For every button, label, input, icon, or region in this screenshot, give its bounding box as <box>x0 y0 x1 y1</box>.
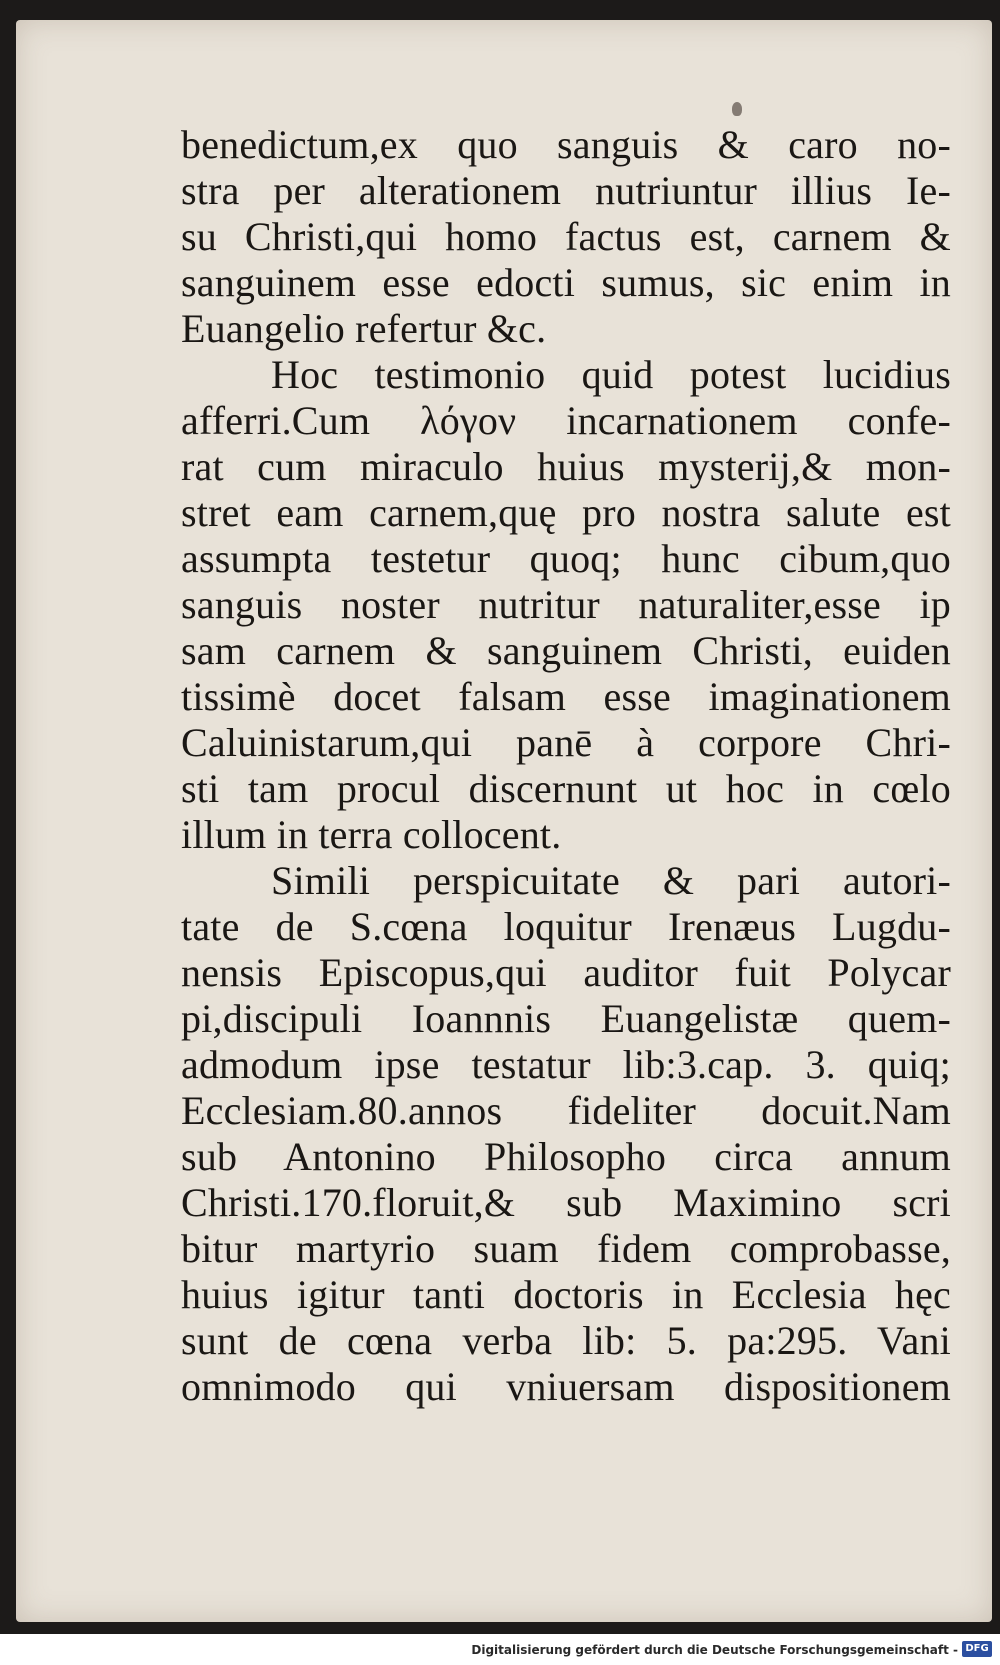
text-line: tissimè docet falsam esse imaginationem <box>181 674 951 719</box>
text-line: rat cum miraculo huius mysterij,& mon- <box>181 444 951 489</box>
text-line: Simili perspicuitate & pari autori- <box>271 858 951 903</box>
text-line: nensis Episcopus,qui auditor fuit Polycar <box>181 950 951 995</box>
text-line: Hoc testimonio quid potest lucidius <box>271 352 951 397</box>
text-line: benedictum,ex quo sanguis & caro no- <box>181 122 951 167</box>
text-line: su Christi,qui homo factus est, carnem & <box>181 214 951 259</box>
text-line: tate de S.cœna loquitur Irenæus Lugdu- <box>181 904 951 949</box>
text-line: assumpta testetur quoq; hunc cibum,quo <box>181 536 951 581</box>
text-line: sunt de cœna verba lib: 5. pa:295. Vani <box>181 1318 951 1363</box>
text-line: admodum ipse testatur lib:3.cap. 3. quiq; <box>181 1042 951 1087</box>
text-line: sti tam procul discernunt ut hoc in cœlo <box>181 766 951 811</box>
text-line: afferri.Cum λόγον incarnationem confe- <box>181 398 951 443</box>
text-line: sanguinem esse edocti sumus, sic enim in <box>181 260 951 305</box>
text-line: Caluinistarum,qui panē à corpore Chri- <box>181 720 951 765</box>
text-line: Euangelio refertur &c. <box>181 306 547 351</box>
text-line: huius igitur tanti doctoris in Ecclesia hęc <box>181 1272 951 1317</box>
text-line: sub Antonino Philosopho circa annum <box>181 1134 951 1179</box>
dfg-logo: DFG <box>962 1641 992 1657</box>
text-line: sanguis noster nutritur naturaliter,esse ip <box>181 582 951 627</box>
text-line: illum in terra collocent. <box>181 812 562 857</box>
text-line: omnimodo qui vniuersam dispositionem <box>181 1364 951 1409</box>
text-line: sam carnem & sanguinem Christi, euiden <box>181 628 951 673</box>
funding-credit: Digitalisierung gefördert durch die Deutsche Forschungsgemeinschaft - <box>471 1643 958 1657</box>
ink-blot <box>732 102 742 116</box>
text-line: Ecclesiam.80.annos fideliter docuit.Nam <box>181 1088 951 1133</box>
text-line: bitur martyrio suam fidem comprobasse, <box>181 1226 951 1271</box>
text-line: Christi.170.floruit,& sub Maximino scri <box>181 1180 951 1225</box>
text-line: pi,discipuli Ioannnis Euangelistæ quem- <box>181 996 951 1041</box>
text-line: stra per alterationem nutriuntur illius Ie- <box>181 168 951 213</box>
text-line: stret eam carnem,quę pro nostra salute est <box>181 490 951 535</box>
page-text <box>181 122 951 1410</box>
